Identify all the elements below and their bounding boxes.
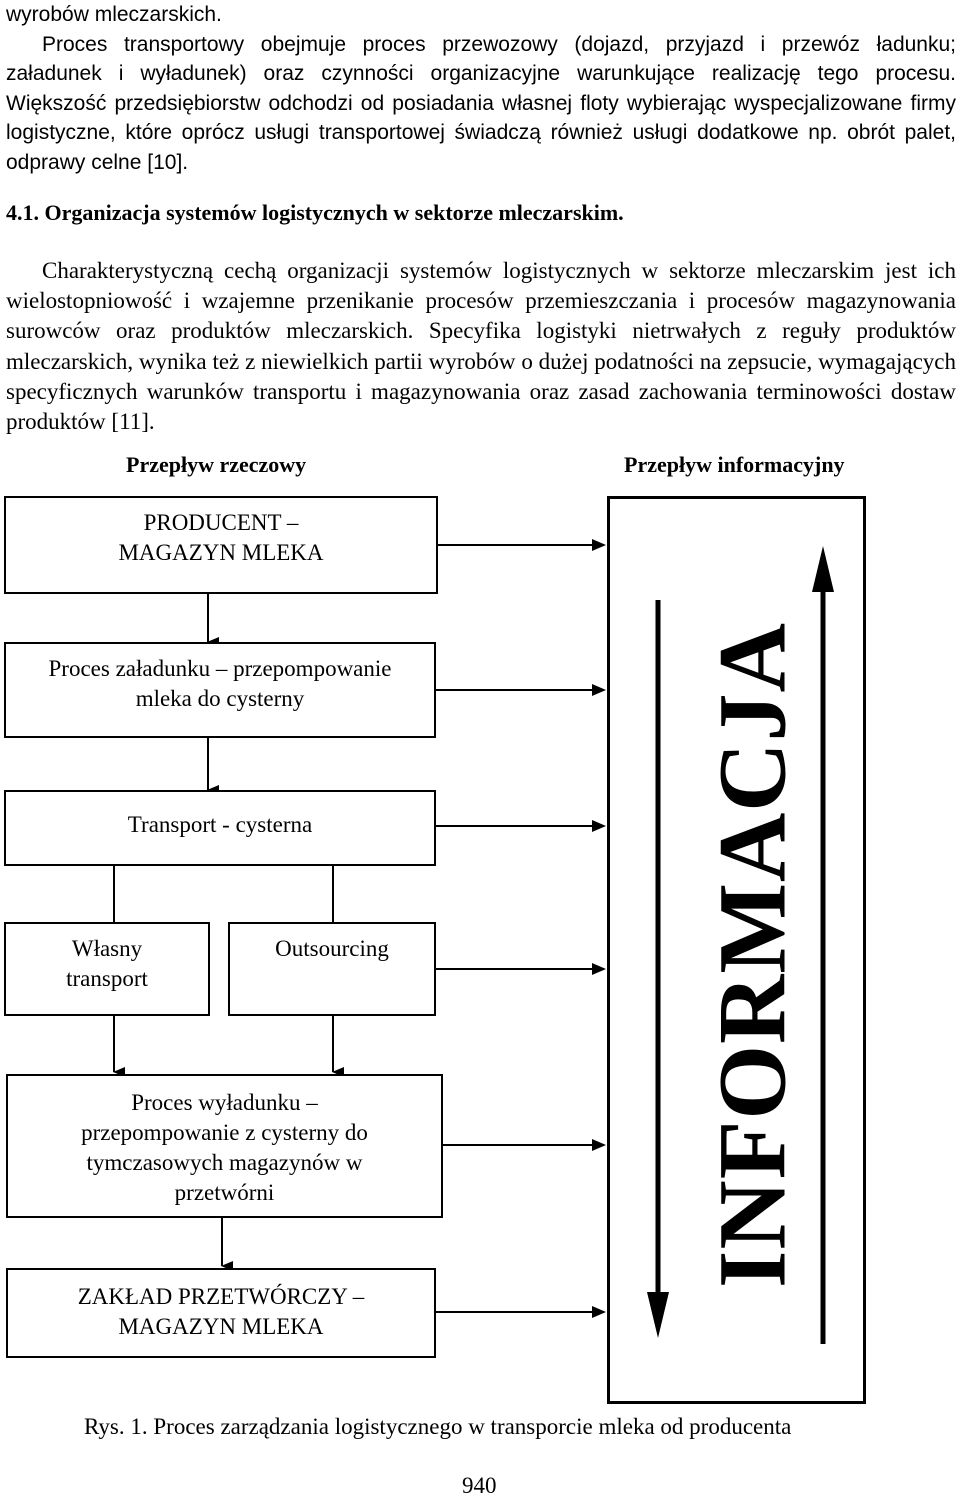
box-unloading-line-1: Proces wyładunku – [131, 1090, 318, 1115]
box-loading-line-2: mleka do cysterny [135, 686, 305, 711]
figure-caption: Rys. 1. Proces zarządzania logistycznego w transporcie mleka od producenta [84, 1414, 792, 1439]
box-own-line-1: Własny [71, 936, 143, 961]
box-loading-line-1: Proces załadunku – przepompowanie [48, 656, 392, 681]
box-own-line-2: transport [66, 966, 148, 991]
information-label: INFORMACJA [698, 622, 806, 1288]
intro-paragraph [6, 0, 956, 177]
box-producer [4, 496, 438, 594]
box-unloading [6, 1074, 443, 1218]
box-outsourcing-line-1: Outsourcing [275, 936, 389, 961]
intro-text-content: Proces transportowy obejmuje proces przewozowy (dojazd, przyjazd i przewóz ładunku; załadunek i wyładunek) oraz czynności organizacyjne warunkujące realizację tego procesu. Większość przedsiębiorstw odchodzi od posiadania własnej floty wybierając wyspecjalizowane firmy logistyczne, które oprócz usługi transportowej świadczą również usługi dodatkowe np. obrót palet, odprawy celne [10]. [6, 32, 956, 174]
box-processing-plant [6, 1268, 436, 1358]
body-paragraph-text: Charakterystyczną cechą organizacji systemów logistycznych w sektorze mleczarskim jest ich wielostopniowość i wzajemne przenikanie procesów przemieszczania i procesów magazynowania surowców oraz produktów mleczarskich. Specyfika logistyki nietrwałych z reguły produktów mleczarskich, wynika też z niewielkich partii wyrobów o dużej podatności na zepsucie, wymagających specyficznych warunków transportu i magazynowania oraz zasad zachowania terminowości dostaw produktów [11]. [6, 258, 956, 435]
box-transport-line-1: Transport - cysterna [127, 812, 313, 837]
box-plant-line-2: MAGAZYN MLEKA [118, 1314, 324, 1339]
title-information-flow: Przepływ informacyjny [624, 452, 845, 477]
box-plant-line-1: ZAKŁAD PRZETWÓRCZY – [77, 1284, 365, 1309]
box-loading [4, 642, 436, 738]
box-unloading-line-3: tymczasowych magazynów w [86, 1150, 363, 1175]
box-unloading-line-2: przepompowanie z cysterny do [81, 1120, 368, 1145]
box-outsourcing [228, 922, 436, 1016]
box-own-transport [4, 922, 210, 1016]
box-producer-line-1: PRODUCENT – [143, 510, 299, 535]
box-unloading-line-4: przetwórni [174, 1180, 275, 1205]
intro-line-0: wyrobów mleczarskich. [6, 3, 222, 26]
page-number: 940 [462, 1473, 497, 1498]
box-producer-line-2: MAGAZYN MLEKA [118, 540, 324, 565]
section-heading: 4.1. Organizacja systemów logistycznych w sektorze mleczarskim. [6, 200, 624, 225]
title-material-flow: Przepływ rzeczowy [126, 452, 307, 477]
body-paragraph [6, 256, 956, 437]
box-transport [4, 790, 436, 866]
intro-text [6, 30, 956, 178]
